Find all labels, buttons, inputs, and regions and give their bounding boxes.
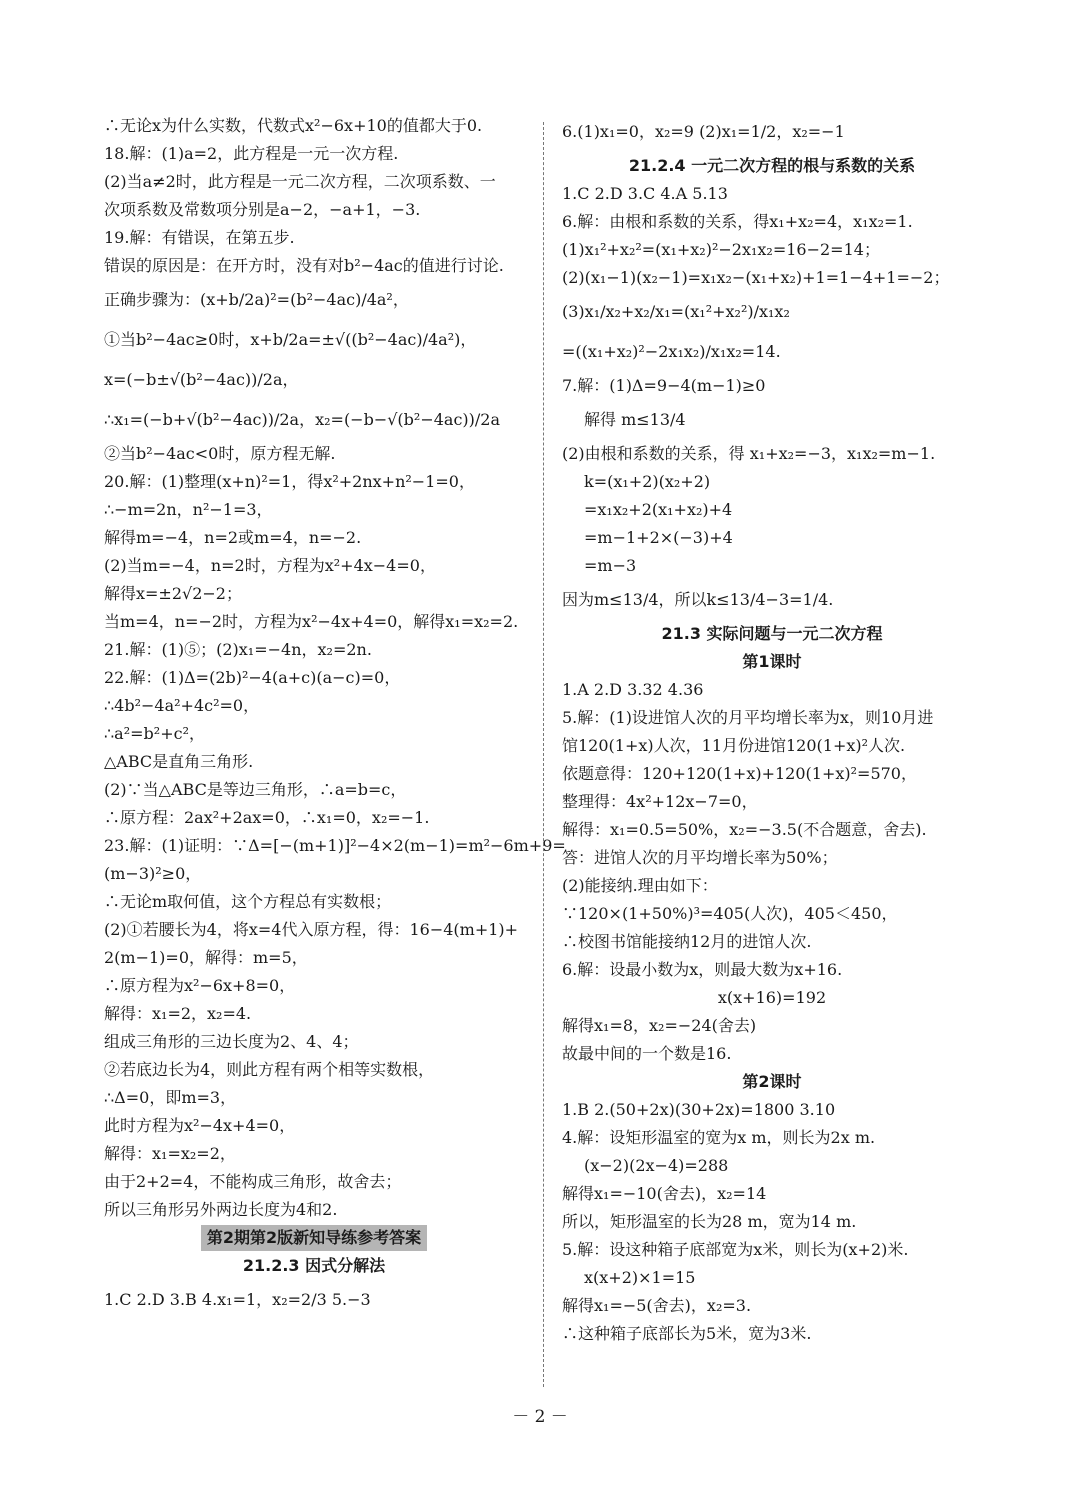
- text-line: k=(x₁+2)(x₂+2): [584, 472, 711, 491]
- text-line: 6.解：设最小数为x，则最大数为x+16.: [562, 960, 843, 979]
- text-line: (2)(x₁−1)(x₂−1)=x₁x₂−(x₁+x₂)+1=1−4+1=−2；: [562, 268, 950, 287]
- text-line: 故最中间的一个数是16.: [562, 1044, 732, 1063]
- text-line: 22.解：(1)Δ=(2b)²−4(a+c)(a−c)=0，: [104, 668, 401, 687]
- text-line: ∴4b²−4a²+4c²=0，: [104, 696, 260, 715]
- text-line: 21.解：(1)⑤；(2)x₁=−4n，x₂=2n.: [104, 640, 372, 659]
- lesson-heading: 第1课时: [742, 652, 802, 671]
- section-heading: 21.3 实际问题与一元二次方程: [661, 624, 883, 643]
- formula-line: x=(−b±√(b²−4ac))/2a，: [104, 370, 299, 389]
- left-column: [104, 112, 566, 1320]
- text-line: 馆120(1+x)人次，11月份进馆120(1+x)²人次.: [562, 736, 906, 755]
- text-line: ∴−m=2n，n²−1=3，: [104, 500, 273, 519]
- section-heading: 21.2.3 因式分解法: [242, 1256, 386, 1275]
- text-line: 解得：x₁=2，x₂=4.: [104, 1004, 252, 1023]
- formula-line: ①当b²−4ac≥0时，x+b/2a=±√((b²−4ac)/4a²)，: [104, 330, 477, 349]
- text-line: ②当b²−4ac<0时，原方程无解.: [104, 444, 336, 463]
- lesson-heading: 第2课时: [742, 1072, 802, 1091]
- text-line: △ABC是直角三角形.: [104, 752, 254, 771]
- text-line: 解得x=±2√2−2；: [104, 584, 242, 603]
- text-line: 20.解：(1)整理(x+n)²=1，得x²+2nx+n²−1=0，: [104, 472, 475, 491]
- text-line: 由于2+2=4，不能构成三角形，故舍去；: [104, 1172, 402, 1191]
- text-line: =m−1+2×(−3)+4: [584, 528, 733, 547]
- text-line: 19.解：有错误，在第五步.: [104, 228, 295, 247]
- text-line: 此时方程为x²−4x+4=0，: [104, 1116, 296, 1135]
- text-line: 所以，矩形温室的长为28 m，宽为14 m.: [562, 1212, 857, 1231]
- right-column: [562, 112, 982, 1348]
- text-line: 5.解：(1)设进馆人次的月平均增长率为x，则10月进: [562, 708, 934, 727]
- text-line: =m−3: [584, 556, 637, 575]
- page-number: － 2 －: [512, 1407, 568, 1427]
- text-line: 1.A 2.D 3.32 4.36: [562, 680, 704, 699]
- text-line: ∴原方程：2ax²+2ax=0，∴x₁=0，x₂=−1.: [104, 808, 430, 827]
- text-line: 23.解：(1)证明：∵Δ=[−(m+1)]²−4×2(m−1)=m²−6m+9=: [104, 836, 566, 855]
- text-line: x(x+16)=192: [717, 988, 827, 1007]
- text-line: 1.B 2.(50+2x)(30+2x)=1800 3.10: [562, 1100, 836, 1119]
- text-line: 当m=4，n=−2时，方程为x²−4x+4=0，解得x₁=x₂=2.: [104, 612, 519, 631]
- text-line: ∴这种箱子底部长为5米，宽为3米.: [562, 1324, 812, 1343]
- formula-line: =((x₁+x₂)²−2x₁x₂)/x₁x₂=14.: [562, 342, 781, 361]
- text-line: ∴校图书馆能接纳12月的进馆人次.: [562, 932, 812, 951]
- text-line: 次项系数及常数项分别是a−2，−a+1，−3.: [104, 200, 421, 219]
- text-line: ∴Δ=0，即m=3，: [104, 1088, 237, 1107]
- text-line: 所以三角形另外两边长度为4和2.: [104, 1200, 338, 1219]
- text-line: ∴无论m取何值，这个方程总有实数根；: [104, 892, 392, 911]
- text-line: ∴a²=b²+c²，: [104, 724, 205, 743]
- text-line: (2)①若腰长为4，将x=4代入原方程，得：16−4(m+1)+: [104, 920, 519, 939]
- column-divider: [543, 122, 544, 1387]
- text-line: x(x+2)×1=15: [584, 1268, 696, 1287]
- text-line: 依题意得：120+120(1+x)+120(1+x)²=570，: [562, 764, 917, 783]
- issue-banner: [104, 1224, 524, 1252]
- text-line: 2(m−1)=0，解得：m=5，: [104, 948, 308, 967]
- formula-line: 因为m≤13/4，所以k≤13/4−3=1/4.: [562, 590, 834, 609]
- text-line: 答：进馆人次的月平均增长率为50%；: [562, 848, 838, 867]
- text-line: =x₁x₂+2(x₁+x₂)+4: [584, 500, 733, 519]
- text-line: 7.解：(1)Δ=9−4(m−1)≥0: [562, 376, 766, 395]
- text-line: 解得x₁=8，x₂=−24(舍去): [562, 1016, 757, 1035]
- text-line: 6.解：由根和系数的关系，得x₁+x₂=4，x₁x₂=1.: [562, 212, 913, 231]
- formula-line: 正确步骤为：(x+b/2a)²=(b²−4ac)/4a²，: [104, 290, 409, 309]
- text-line: ∵120×(1+50%)³=405(人次)，405＜450，: [562, 904, 898, 923]
- text-line: 错误的原因是：在开方时，没有对b²−4ac的值进行讨论.: [104, 256, 504, 275]
- formula-line: 解得 m≤13/4: [584, 410, 686, 429]
- text-line: 整理得：4x²+12x−7=0，: [562, 792, 758, 811]
- formula-line: (3)x₁/x₂+x₂/x₁=(x₁²+x₂²)/x₁x₂: [562, 302, 790, 321]
- text-line: 解得x₁=−10(舍去)，x₂=14: [562, 1184, 767, 1203]
- formula-line: 1.C 2.D 3.B 4.x₁=1，x₂=2/3 5.−3: [104, 1290, 371, 1309]
- issue-banner-label: 第2期第2版新知导练参考答案: [201, 1225, 427, 1251]
- text-line: (1)x₁²+x₂²=(x₁+x₂)²−2x₁x₂=16−2=14；: [562, 240, 880, 259]
- text-line: ②若底边长为4，则此方程有两个相等实数根，: [104, 1060, 435, 1079]
- text-line: ∴原方程为x²−6x+8=0，: [104, 976, 296, 995]
- text-line: (2)∵当△ABC是等边三角形，∴a=b=c，: [104, 780, 407, 799]
- text-line: (2)能接纳.理由如下：: [562, 876, 718, 895]
- text-line: (m−3)²≥0，: [104, 864, 202, 883]
- text-line: (2)由根和系数的关系，得 x₁+x₂=−3，x₁x₂=m−1.: [562, 444, 936, 463]
- text-line: 解得x₁=−5(舍去)，x₂=3.: [562, 1296, 752, 1315]
- text-line: (x−2)(2x−4)=288: [584, 1156, 729, 1175]
- text-line: 解得：x₁=x₂=2，: [104, 1144, 236, 1163]
- section-heading: 21.2.4 一元二次方程的根与系数的关系: [628, 156, 916, 175]
- text-line: ∴无论x为什么实数，代数式x²−6x+10的值都大于0.: [104, 116, 483, 135]
- formula-line: 6.(1)x₁=0，x₂=9 (2)x₁=1/2，x₂=−1: [562, 122, 845, 141]
- text-line: 18.解：(1)a=2，此方程是一元一次方程.: [104, 144, 399, 163]
- text-line: 组成三角形的三边长度为2、4、4；: [104, 1032, 359, 1051]
- formula-line: ∴x₁=(−b+√(b²−4ac))/2a，x₂=(−b−√(b²−4ac))/2a: [104, 410, 501, 429]
- text-line: (2)当a≠2时，此方程是一元二次方程，二次项系数、一: [104, 172, 496, 191]
- text-line: 1.C 2.D 3.C 4.A 5.13: [562, 184, 728, 203]
- text-line: 解得：x₁=0.5=50%，x₂=−3.5(不合题意，舍去).: [562, 820, 927, 839]
- text-line: 4.解：设矩形温室的宽为x m，则长为2x m.: [562, 1128, 876, 1147]
- text-line: 解得m=−4，n=2或m=4，n=−2.: [104, 528, 362, 547]
- text-line: (2)当m=−4，n=2时，方程为x²+4x−4=0，: [104, 556, 436, 575]
- text-line: 5.解：设这种箱子底部宽为x米，则长为(x+2)米.: [562, 1240, 909, 1259]
